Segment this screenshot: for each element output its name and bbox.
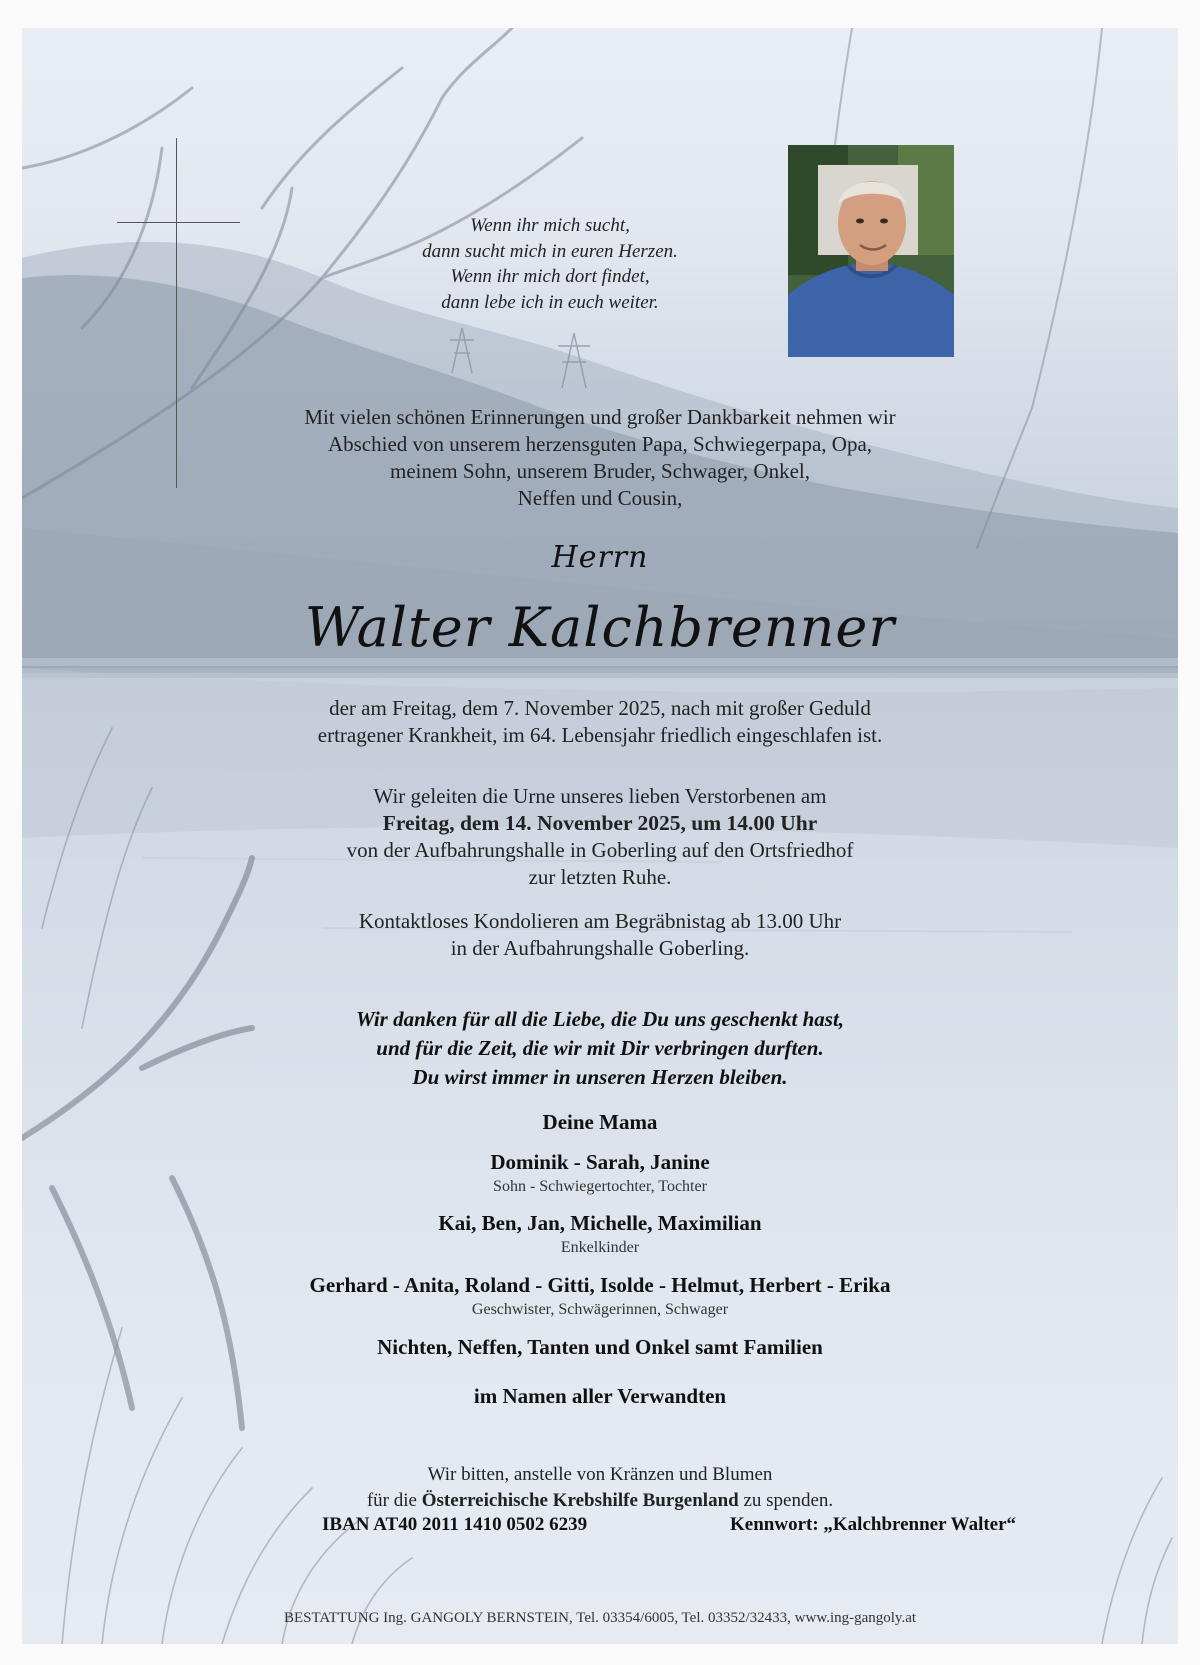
mourner-children-relation: Sohn - Schwiegertochter, Tochter bbox=[493, 1178, 707, 1195]
condolence-line: in der Aufbahrungshalle Goberling. bbox=[450, 936, 750, 960]
portrait-illustration bbox=[788, 145, 954, 357]
mourner-grandchildren: Kai, Ben, Jan, Michelle, Maximilian bbox=[438, 1211, 762, 1235]
intro-line: meinem Sohn, unserem Bruder, Schwager, Onkel, bbox=[390, 459, 810, 483]
poem bbox=[340, 213, 760, 315]
funeral-info bbox=[0, 783, 1200, 891]
poem-line: dann lebe ich in euch weiter. bbox=[441, 291, 659, 313]
death-line: ertragener Krankheit, im 64. Lebensjahr friedlich eingeschlafen ist. bbox=[317, 723, 883, 747]
donation-organization: Österreichische Krebshilfe Burgenland bbox=[421, 1490, 739, 1511]
poem-line: Wenn ihr mich sucht, bbox=[470, 215, 630, 236]
funeral-line: zur letzten Ruhe. bbox=[528, 865, 672, 889]
intro-line: Abschied von unserem herzensguten Papa, Schwiegerpapa, Opa, bbox=[327, 432, 873, 456]
mourner-children: Dominik - Sarah, Janine bbox=[490, 1150, 710, 1174]
funeral-home-footer: BESTATTUNG Ing. GANGOLY BERNSTEIN, Tel. 03354/6005, Tel. 03352/32433, www.ing-gangoly.at bbox=[283, 1610, 917, 1626]
intro-line: Neffen und Cousin, bbox=[517, 486, 683, 510]
death-line: der am Freitag, dem 7. November 2025, nach mit großer Geduld bbox=[329, 696, 871, 720]
portrait-photo bbox=[788, 145, 954, 357]
donation-line: Wir bitten, anstelle von Kränzen und Blumen bbox=[427, 1464, 773, 1485]
death-notice bbox=[0, 695, 1200, 749]
mourner-relatives: im Namen aller Verwandten bbox=[473, 1384, 727, 1408]
mourner-grandchildren-relation: Enkelkinder bbox=[560, 1239, 640, 1256]
mourner-mama: Deine Mama bbox=[542, 1110, 658, 1134]
thanks-text bbox=[0, 1005, 1200, 1092]
funeral-line: Wir geleiten die Urne unseres lieben Verstorbenen am bbox=[373, 784, 827, 808]
donation-suffix: zu spenden. bbox=[738, 1490, 834, 1511]
donation-request bbox=[0, 1462, 1200, 1514]
thanks-line: und für die Zeit, die wir mit Dir verbringen durften. bbox=[376, 1036, 824, 1060]
mourner-siblings-relation: Geschwister, Schwägerinnen, Schwager bbox=[471, 1301, 729, 1318]
thanks-line: Du wirst immer in unseren Herzen bleiben. bbox=[412, 1065, 788, 1089]
deceased-name: Walter Kalchbrenner bbox=[304, 596, 896, 659]
poem-line: Wenn ihr mich dort findet, bbox=[450, 266, 650, 287]
intro-line: Mit vielen schönen Erinnerungen und großer Dankbarkeit nehmen wir bbox=[304, 405, 896, 429]
mourner-siblings: Gerhard - Anita, Roland - Gitti, Isolde - Helmut, Herbert - Erika bbox=[309, 1273, 891, 1297]
donation-keyword: Kennwort: „Kalchbrenner Walter“ bbox=[730, 1514, 1017, 1535]
donation-prefix: für die bbox=[366, 1490, 422, 1511]
donation-line bbox=[0, 1488, 1200, 1514]
funeral-date: Freitag, dem 14. November 2025, um 14.00 Uhr bbox=[382, 811, 818, 835]
condolence-info bbox=[0, 908, 1200, 962]
poem-line: dann sucht mich in euren Herzen. bbox=[422, 240, 678, 262]
mourner-extended: Nichten, Neffen, Tanten und Onkel samt Familien bbox=[377, 1335, 823, 1359]
condolence-line: Kontaktloses Kondolieren am Begräbnistag ab 13.00 Uhr bbox=[358, 909, 842, 933]
salutation: Herrn bbox=[551, 540, 649, 575]
cross-horizontal-bar bbox=[117, 222, 240, 223]
thanks-line: Wir danken für all die Liebe, die Du uns geschenkt hast, bbox=[355, 1007, 845, 1031]
funeral-line: von der Aufbahrungshalle in Goberling auf den Ortsfriedhof bbox=[346, 838, 854, 862]
intro-text bbox=[0, 404, 1200, 512]
iban: IBAN AT40 2011 1410 0502 6239 bbox=[322, 1514, 588, 1535]
